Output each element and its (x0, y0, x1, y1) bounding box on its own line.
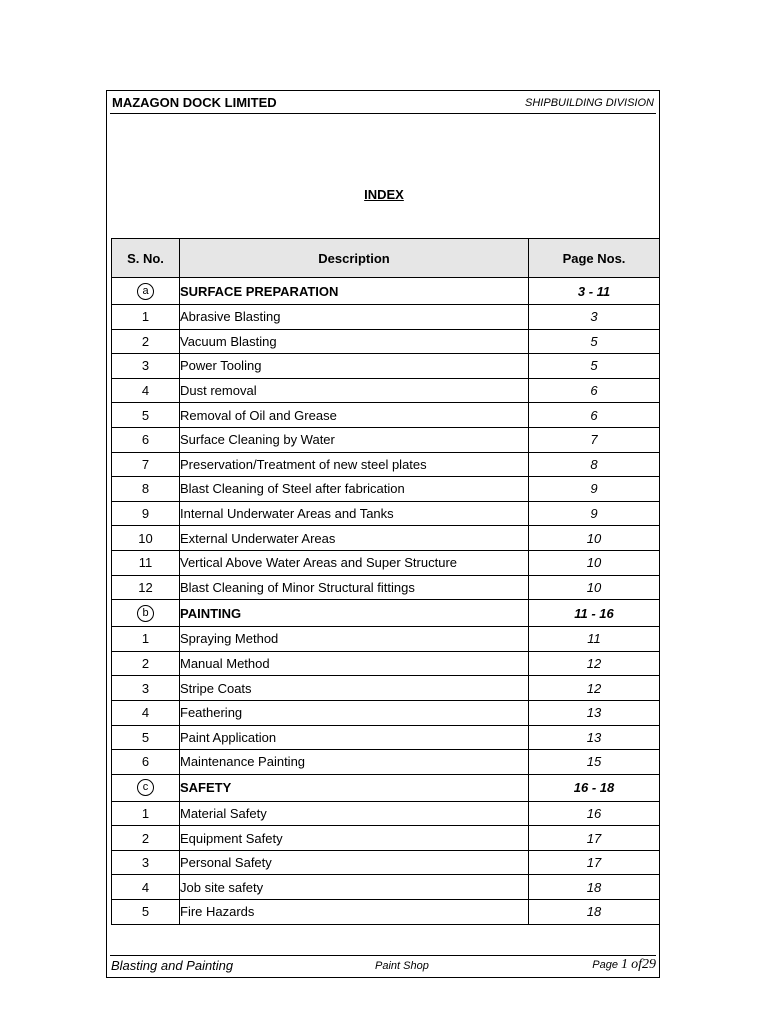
row-page: 8 (529, 452, 660, 477)
row-page: 18 (529, 875, 660, 900)
table-row (112, 354, 660, 379)
row-description: Power Tooling (180, 354, 529, 379)
section-row (112, 278, 660, 305)
section-marker: c (137, 779, 154, 796)
row-sno: 4 (112, 700, 180, 725)
row-description: Maintenance Painting (180, 750, 529, 775)
section-marker-cell (112, 600, 180, 627)
row-description: Removal of Oil and Grease (180, 403, 529, 428)
row-page: 10 (529, 550, 660, 575)
row-description: Spraying Method (180, 627, 529, 652)
table-row (112, 501, 660, 526)
row-description: Vacuum Blasting (180, 329, 529, 354)
row-sno: 5 (112, 725, 180, 750)
footer-rule (110, 955, 656, 956)
row-sno: 4 (112, 378, 180, 403)
section-marker-cell (112, 774, 180, 801)
row-sno: 1 (112, 627, 180, 652)
section-pages: 16 - 18 (529, 774, 660, 801)
row-page: 5 (529, 329, 660, 354)
section-title: SURFACE PREPARATION (180, 278, 529, 305)
index-title: INDEX (364, 187, 404, 202)
row-description: Preservation/Treatment of new steel plates (180, 452, 529, 477)
table-row (112, 378, 660, 403)
page-current: 1 (621, 957, 629, 972)
section-marker-cell (112, 278, 180, 305)
row-page: 3 (529, 305, 660, 330)
table-row (112, 627, 660, 652)
row-description: External Underwater Areas (180, 526, 529, 551)
row-sno: 3 (112, 850, 180, 875)
row-page: 12 (529, 651, 660, 676)
header-rule (110, 113, 656, 114)
section-marker: a (137, 283, 154, 300)
row-description: Material Safety (180, 801, 529, 826)
row-description: Blast Cleaning of Steel after fabrication (180, 477, 529, 502)
header-sno: S. No. (112, 239, 180, 278)
row-page: 9 (529, 501, 660, 526)
row-page: 15 (529, 750, 660, 775)
row-description: Vertical Above Water Areas and Super Structure (180, 550, 529, 575)
table-row (112, 900, 660, 925)
row-sno: 4 (112, 875, 180, 900)
company-name: MAZAGON DOCK LIMITED (112, 95, 277, 110)
table-row (112, 550, 660, 575)
row-description: Feathering (180, 700, 529, 725)
row-sno: 3 (112, 354, 180, 379)
row-page: 6 (529, 403, 660, 428)
row-sno: 6 (112, 427, 180, 452)
table-row (112, 651, 660, 676)
row-page: 11 (529, 627, 660, 652)
row-sno: 6 (112, 750, 180, 775)
header-page-nos: Page Nos. (529, 239, 660, 278)
row-page: 18 (529, 900, 660, 925)
row-page: 7 (529, 427, 660, 452)
row-page: 10 (529, 575, 660, 600)
index-table-body (112, 278, 660, 925)
table-row (112, 329, 660, 354)
section-row (112, 774, 660, 801)
row-description: Fire Hazards (180, 900, 529, 925)
row-description: Dust removal (180, 378, 529, 403)
table-row (112, 750, 660, 775)
row-sno: 2 (112, 651, 180, 676)
table-row (112, 305, 660, 330)
row-description: Blast Cleaning of Minor Structural fittings (180, 575, 529, 600)
row-description: Surface Cleaning by Water (180, 427, 529, 452)
row-description: Personal Safety (180, 850, 529, 875)
section-title: SAFETY (180, 774, 529, 801)
row-page: 6 (529, 378, 660, 403)
row-sno: 9 (112, 501, 180, 526)
footer-page-number (592, 957, 656, 973)
section-pages: 3 - 11 (529, 278, 660, 305)
page-prefix: Page (592, 959, 618, 971)
row-sno: 2 (112, 826, 180, 851)
table-row (112, 801, 660, 826)
row-description: Abrasive Blasting (180, 305, 529, 330)
row-page: 17 (529, 826, 660, 851)
table-row (112, 826, 660, 851)
row-page: 10 (529, 526, 660, 551)
page-total: 29 (642, 957, 656, 972)
row-sno: 3 (112, 676, 180, 701)
table-row (112, 700, 660, 725)
table-row (112, 526, 660, 551)
section-pages: 11 - 16 (529, 600, 660, 627)
footer-document-title: Blasting and Painting (111, 958, 234, 973)
row-description: Stripe Coats (180, 676, 529, 701)
division-name: SHIPBUILDING DIVISION (525, 97, 654, 109)
row-sno: 10 (112, 526, 180, 551)
row-sno: 8 (112, 477, 180, 502)
section-marker: b (137, 605, 154, 622)
row-description: Job site safety (180, 875, 529, 900)
row-sno: 2 (112, 329, 180, 354)
row-sno: 11 (112, 550, 180, 575)
table-row (112, 477, 660, 502)
row-page: 9 (529, 477, 660, 502)
row-page: 16 (529, 801, 660, 826)
row-sno: 7 (112, 452, 180, 477)
row-description: Equipment Safety (180, 826, 529, 851)
table-row (112, 452, 660, 477)
row-sno: 5 (112, 900, 180, 925)
table-row (112, 427, 660, 452)
section-title: PAINTING (180, 600, 529, 627)
table-header-row (112, 239, 660, 278)
index-table (111, 238, 660, 925)
row-page: 17 (529, 850, 660, 875)
row-page: 13 (529, 700, 660, 725)
header-description: Description (180, 239, 529, 278)
row-sno: 12 (112, 575, 180, 600)
page-of: of (631, 957, 642, 972)
section-row (112, 600, 660, 627)
row-sno: 1 (112, 801, 180, 826)
table-row (112, 403, 660, 428)
table-row (112, 725, 660, 750)
table-row (112, 850, 660, 875)
row-sno: 5 (112, 403, 180, 428)
table-row (112, 676, 660, 701)
row-description: Paint Application (180, 725, 529, 750)
footer-department: Paint Shop (375, 960, 429, 972)
table-row (112, 575, 660, 600)
row-description: Internal Underwater Areas and Tanks (180, 501, 529, 526)
row-page: 5 (529, 354, 660, 379)
row-page: 12 (529, 676, 660, 701)
row-description: Manual Method (180, 651, 529, 676)
row-sno: 1 (112, 305, 180, 330)
row-page: 13 (529, 725, 660, 750)
table-row (112, 875, 660, 900)
